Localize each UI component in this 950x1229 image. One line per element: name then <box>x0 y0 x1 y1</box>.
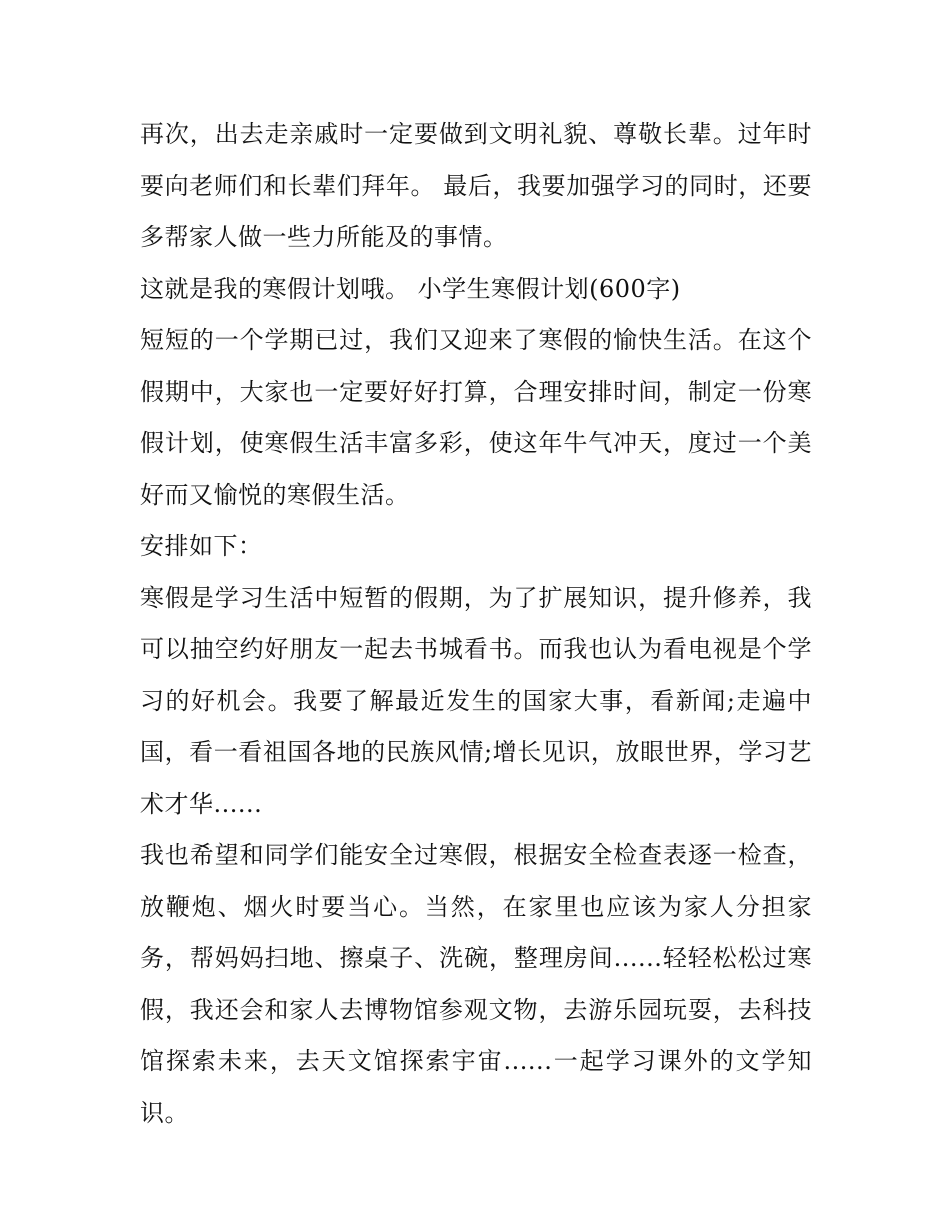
paragraph-intro: 短短的一个学期已过，我们又迎来了寒假的愉快生活。在这个假期中，大家也一定要好好打算，合理安排时间，制定一份寒假计划，使寒假生活丰富多彩，使这年牛气冲天，度过一个美好而又愉悦的寒假生活。 <box>140 326 812 509</box>
paragraph-plan-heading: 这就是我的寒假计划哦。 小学生寒假计划(600字) <box>140 274 681 303</box>
paragraph-safety-chores: 我也希望和同学们能安全过寒假，根据安全检查表逐一检查，放鞭炮、烟火时要当心。当然，在家里也应该为家人分担家务，帮妈妈扫地、擦桌子、洗碗，整理房间......轻轻松松过寒假，我还会和家人去博物馆参观文物，去游乐园玩耍，去科技馆探索未来，去天文馆探索宇宙......一起学习课外的文学知识。 <box>140 841 812 1127</box>
paragraph-visit-relatives: 再次，出去走亲戚时一定要做到文明礼貌、尊敬长辈。过年时要向老师们和长辈们拜年。 最后，我要加强学习的同时，还要多帮家人做一些力所能及的事情。 <box>140 120 812 251</box>
paragraph-arrangement: 安排如下： <box>140 532 263 560</box>
document-body <box>140 109 812 1139</box>
paragraph-study: 寒假是学习生活中短暂的假期，为了扩展知识，提升修养，我可以抽空约好朋友一起去书城看书。而我也认为看电视是个学习的好机会。我要了解最近发生的国家大事，看新闻;走遍中国，看一看祖国各地的民族风情;增长见识，放眼世界，学习艺术才华...... <box>140 583 812 818</box>
